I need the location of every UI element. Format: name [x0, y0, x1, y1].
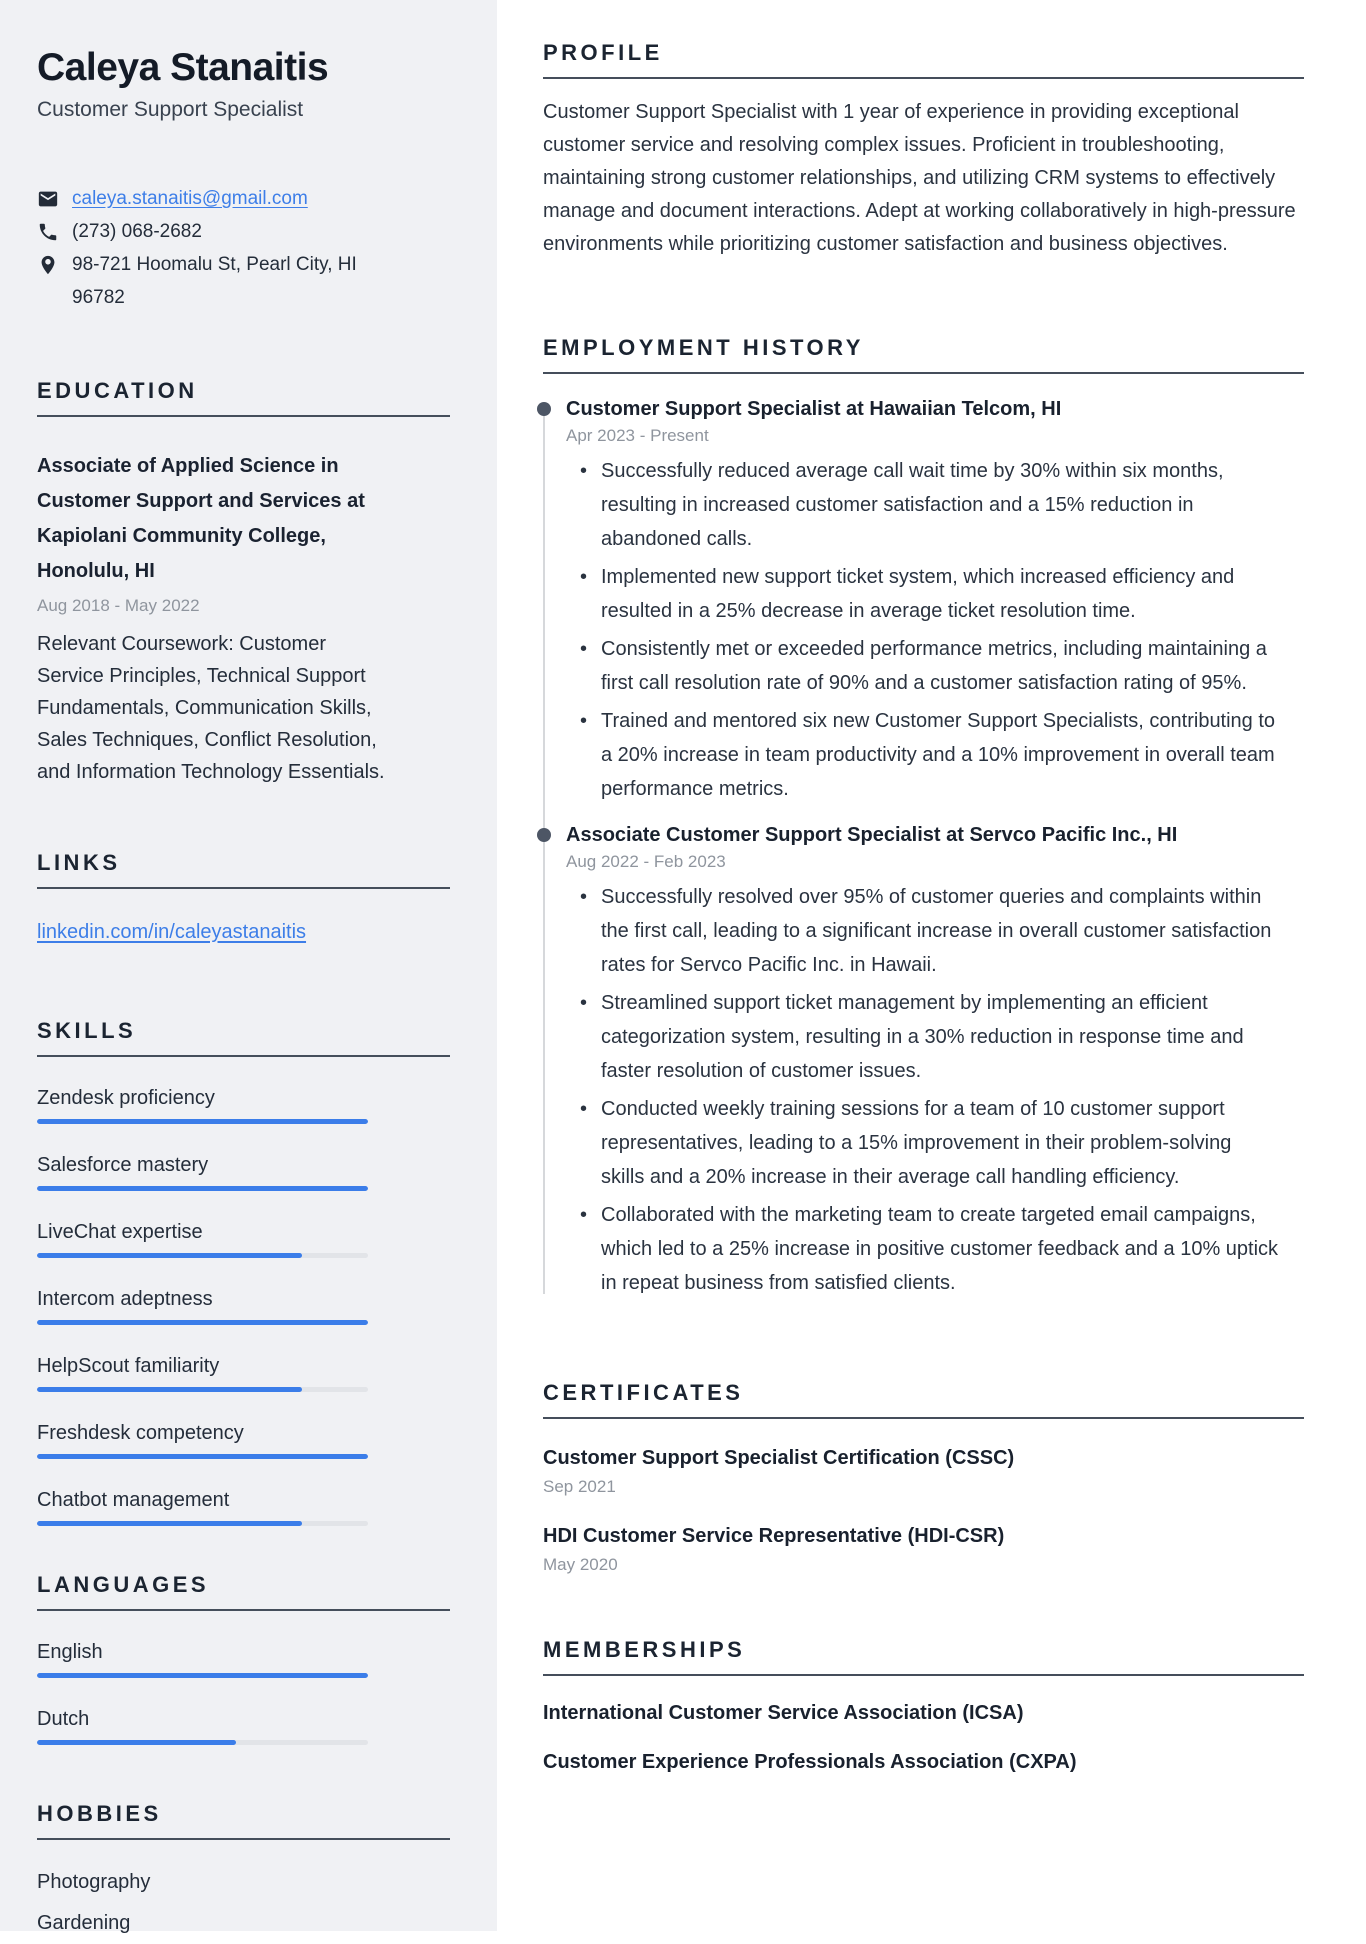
- skill-item: [37, 1288, 450, 1325]
- hobbies-list: [37, 1862, 450, 1944]
- skill-bar-track: [37, 1387, 368, 1392]
- skill-label: LiveChat expertise: [37, 1220, 203, 1243]
- candidate-name: Caleya Stanaitis: [37, 46, 329, 89]
- skill-label: Freshdesk competency: [37, 1421, 244, 1444]
- languages-heading: LANGUAGES: [37, 1572, 450, 1611]
- education-coursework: Relevant Coursework: Customer Service Principles, Technical Support Fundamentals, Communication Skills, Sales Techniques, Conflict Resolution, and Information Technology Essentials.: [37, 632, 385, 783]
- certificate-title: HDI Customer Service Representative (HDI-CSR): [543, 1525, 1005, 1547]
- linkedin-link[interactable]: linkedin.com/in/caleyastanaitis: [37, 920, 307, 943]
- certificate-title: Customer Support Specialist Certification (CSSC): [543, 1447, 1015, 1469]
- job-bullet-list: [566, 454, 1304, 806]
- contact-block: [37, 182, 450, 314]
- skill-bar-fill: [37, 1387, 302, 1392]
- job-title: Associate Customer Support Specialist at Servco Pacific Inc., HI: [566, 824, 1178, 846]
- languages-list: [37, 1641, 450, 1745]
- languages-section: [37, 1572, 450, 1745]
- language-bar-fill: [37, 1673, 368, 1678]
- phone-number: (273) 068-2682: [72, 220, 202, 242]
- skill-item: [37, 1355, 450, 1392]
- link-item: [37, 921, 450, 944]
- resume-main: [497, 0, 1366, 1931]
- skill-label: Zendesk proficiency: [37, 1086, 215, 1109]
- candidate-job-title: Customer Support Specialist: [37, 97, 304, 121]
- hobbies-heading: HOBBIES: [37, 1801, 450, 1840]
- skill-item: [37, 1154, 450, 1191]
- language-bar-track: [37, 1673, 368, 1678]
- skill-bar-track: [37, 1186, 368, 1191]
- email-link[interactable]: caleya.stanaitis@gmail.com: [72, 187, 308, 209]
- certificate-date: May 2020: [543, 1555, 618, 1574]
- job-bullet: • Collaborated with the marketing team to create targeted email campaigns, which led to a 25% increase in positive customer feedback and a 10% uptick in repeat business from satisfied clients.: [580, 1198, 1280, 1300]
- job-title: Customer Support Specialist at Hawaiian Telcom, HI: [566, 398, 1062, 420]
- contact-phone-row: [37, 215, 450, 248]
- job-entry: [543, 396, 1304, 806]
- skill-label: Chatbot management: [37, 1488, 230, 1511]
- education-dates: Aug 2018 - May 2022: [37, 595, 200, 615]
- membership-item: Customer Experience Professionals Association (CXPA): [543, 1751, 1077, 1773]
- profile-summary: Customer Support Specialist with 1 year of experience in providing exceptional customer service and resolving complex issues. Proficient in troubleshooting, maintaining strong customer relationships, and utilizing CRM systems to effectively manage and document interactions. Adept at working collaboratively in high-pressure environments while prioritizing customer satisfaction and business objectives.: [543, 101, 1296, 255]
- profile-heading: PROFILE: [543, 40, 1304, 79]
- email-icon: [37, 188, 59, 210]
- skill-bar-track: [37, 1119, 368, 1124]
- skill-label: HelpScout familiarity: [37, 1354, 220, 1377]
- memberships-section: [543, 1637, 1304, 1774]
- certificate-date: Sep 2021: [543, 1477, 616, 1496]
- skills-list: [37, 1087, 450, 1526]
- skill-bar-track: [37, 1454, 368, 1459]
- memberships-heading: MEMBERSHIPS: [543, 1637, 1304, 1676]
- skill-item: [37, 1489, 450, 1526]
- membership-item: International Customer Service Association (ICSA): [543, 1702, 1024, 1724]
- certificate-item: [543, 1525, 1304, 1575]
- skill-bar-track: [37, 1320, 368, 1325]
- job-bullet-list: [566, 880, 1304, 1300]
- employment-section: [543, 335, 1304, 1300]
- links-section: [37, 850, 450, 944]
- skills-section: [37, 1018, 450, 1526]
- employment-heading: EMPLOYMENT HISTORY: [543, 335, 1304, 374]
- contact-address-row: [37, 248, 450, 314]
- job-bullet: • Consistently met or exceeded performance metrics, including maintaining a first call resolution rate of 90% and a customer satisfaction rating of 95%.: [580, 632, 1280, 700]
- links-heading: LINKS: [37, 850, 450, 889]
- skill-bar-fill: [37, 1186, 368, 1191]
- hobby-item: Photography: [37, 1870, 151, 1893]
- job-bullet: • Conducted weekly training sessions for a team of 10 customer support representatives, leading to a 15% improvement in their problem-solving skills and a 20% increase in their average call handling efficiency.: [580, 1092, 1280, 1194]
- skill-bar-fill: [37, 1521, 302, 1526]
- certificates-heading: CERTIFICATES: [543, 1380, 1304, 1419]
- language-bar-track: [37, 1740, 368, 1745]
- skill-bar-fill: [37, 1119, 368, 1124]
- skill-item: [37, 1087, 450, 1124]
- resume-sidebar: [0, 0, 497, 1934]
- skill-bar-fill: [37, 1253, 302, 1258]
- skill-item: [37, 1221, 450, 1258]
- employment-timeline: [543, 396, 1304, 1300]
- job-bullet: • Streamlined support ticket management by implementing an efficient categorization system, resulting in a 30% reduction in response time and faster resolution of customer issues.: [580, 986, 1280, 1088]
- skill-bar-fill: [37, 1320, 368, 1325]
- education-heading: EDUCATION: [37, 378, 450, 417]
- job-dates: Apr 2023 - Present: [566, 426, 709, 445]
- skills-heading: SKILLS: [37, 1018, 450, 1057]
- address: 98-721 Hoomalu St, Pearl City, HI 96782: [72, 253, 357, 308]
- language-label: English: [37, 1640, 103, 1663]
- job-bullet: • Successfully resolved over 95% of customer queries and complaints within the first call, leading to a significant increase in overall customer satisfaction rates for Servco Pacific Inc. in Hawaii.: [580, 880, 1280, 982]
- profile-section: [543, 40, 1304, 261]
- hobbies-section: [37, 1801, 450, 1944]
- skill-item: [37, 1422, 450, 1459]
- language-label: Dutch: [37, 1707, 90, 1730]
- skill-bar-track: [37, 1521, 368, 1526]
- phone-icon: [37, 221, 59, 243]
- certificates-section: [543, 1380, 1304, 1575]
- hobby-item: Gardening: [37, 1911, 131, 1934]
- timeline-dot-icon: [537, 402, 551, 416]
- education-degree: Associate of Applied Science in Customer Support and Services at Kapiolani Community College, Honolulu, HI: [37, 454, 365, 582]
- education-section: [37, 378, 450, 788]
- job-bullet: • Trained and mentored six new Customer Support Specialists, contributing to a 20% increase in team productivity and a 10% improvement in overall team performance metrics.: [580, 704, 1280, 806]
- skill-label: Salesforce mastery: [37, 1153, 209, 1176]
- job-bullet: • Implemented new support ticket system, which increased efficiency and resulted in a 25% decrease in average ticket resolution time.: [580, 560, 1280, 628]
- skill-bar-track: [37, 1253, 368, 1258]
- job-bullet: • Successfully reduced average call wait time by 30% within six months, resulting in increased customer satisfaction and a 15% reduction in abandoned calls.: [580, 454, 1280, 556]
- contact-email-row: [37, 182, 450, 215]
- language-item: [37, 1708, 450, 1745]
- location-pin-icon: [37, 254, 59, 276]
- skill-bar-fill: [37, 1454, 368, 1459]
- timeline-dot-icon: [537, 828, 551, 842]
- job-dates: Aug 2022 - Feb 2023: [566, 852, 726, 871]
- certificate-item: [543, 1447, 1304, 1497]
- job-entry: [543, 822, 1304, 1300]
- language-bar-fill: [37, 1740, 236, 1745]
- skill-label: Intercom adeptness: [37, 1287, 213, 1310]
- language-item: [37, 1641, 450, 1678]
